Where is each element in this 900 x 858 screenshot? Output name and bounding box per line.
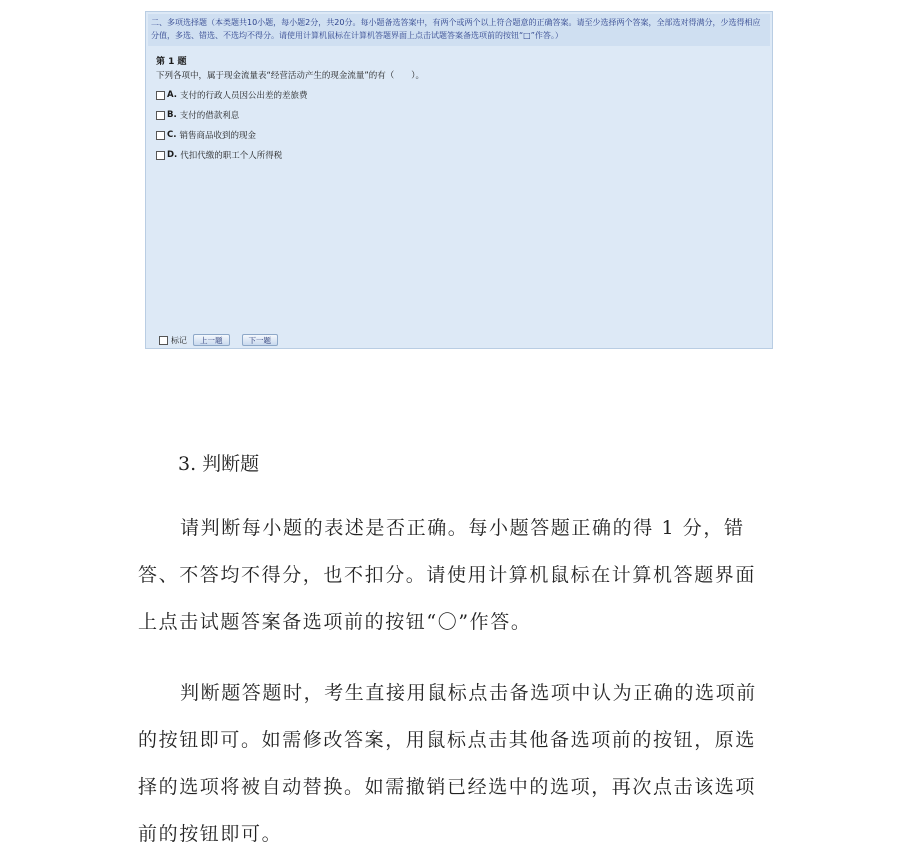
option-d-text: 代扣代缴的职工个人所得税 (180, 151, 283, 161)
mark-checkbox[interactable] (159, 336, 168, 345)
question-number: 第 1 题 (156, 57, 187, 67)
option-a-letter: A. (167, 90, 177, 100)
option-b-text: 支付的借款利息 (179, 111, 240, 121)
option-d[interactable] (156, 145, 756, 165)
previous-question-button[interactable]: 上一题 (193, 334, 230, 346)
option-a-checkbox[interactable] (156, 91, 165, 100)
option-d-checkbox[interactable] (156, 151, 165, 160)
option-b-checkbox[interactable] (156, 111, 165, 120)
paragraph-2: 判断题答题时，考生直接用鼠标点击备选项中认为正确的选项前的按钮即可。如需修改答案，用鼠标点击其他备选项前的按钮，原选择的选项将被自动替换。如需撤销已经选中的选项，再次点击该选项前的按钮即可。 (138, 682, 757, 845)
exam-footer (159, 334, 290, 346)
mark-label: 标记 (171, 335, 187, 345)
section-heading: 3. 判断题 (178, 453, 260, 475)
question-area (156, 56, 756, 165)
option-b[interactable] (156, 105, 756, 125)
option-b-letter: B. (167, 110, 177, 120)
exam-instructions: 二、多项选择题（本类题共10小题，每小题2分，共20分。每小题备选答案中，有两个或两个以上符合题意的正确答案。请至少选择两个答案，全部选对得满分，少选得相应分值，多选、错选、不选均不得分。请使用计算机鼠标在计算机答题界面上点击试题答案备选项前的按钮“□”作答。） (148, 14, 770, 46)
next-question-button[interactable]: 下一题 (242, 334, 279, 346)
option-a-text: 支付的行政人员因公出差的差旅费 (179, 91, 308, 101)
option-c[interactable] (156, 125, 756, 145)
option-c-letter: C. (167, 130, 177, 140)
question-stem: 下列各项中，属于现金流量表“经营活动产生的现金流量”的有（ ）。 (156, 71, 425, 81)
option-d-letter: D. (167, 150, 178, 160)
paragraph-1: 请判断每小题的表述是否正确。每小题答题正确的得 1 分，错答、不答均不得分，也不扣分。请使用计算机鼠标在计算机答题界面上点击试题答案备选项前的按钮“〇”作答。 (138, 517, 757, 633)
option-c-text: 销售商品收到的现金 (179, 131, 256, 141)
option-c-checkbox[interactable] (156, 131, 165, 140)
option-a[interactable] (156, 85, 756, 105)
exam-screenshot (145, 11, 773, 349)
